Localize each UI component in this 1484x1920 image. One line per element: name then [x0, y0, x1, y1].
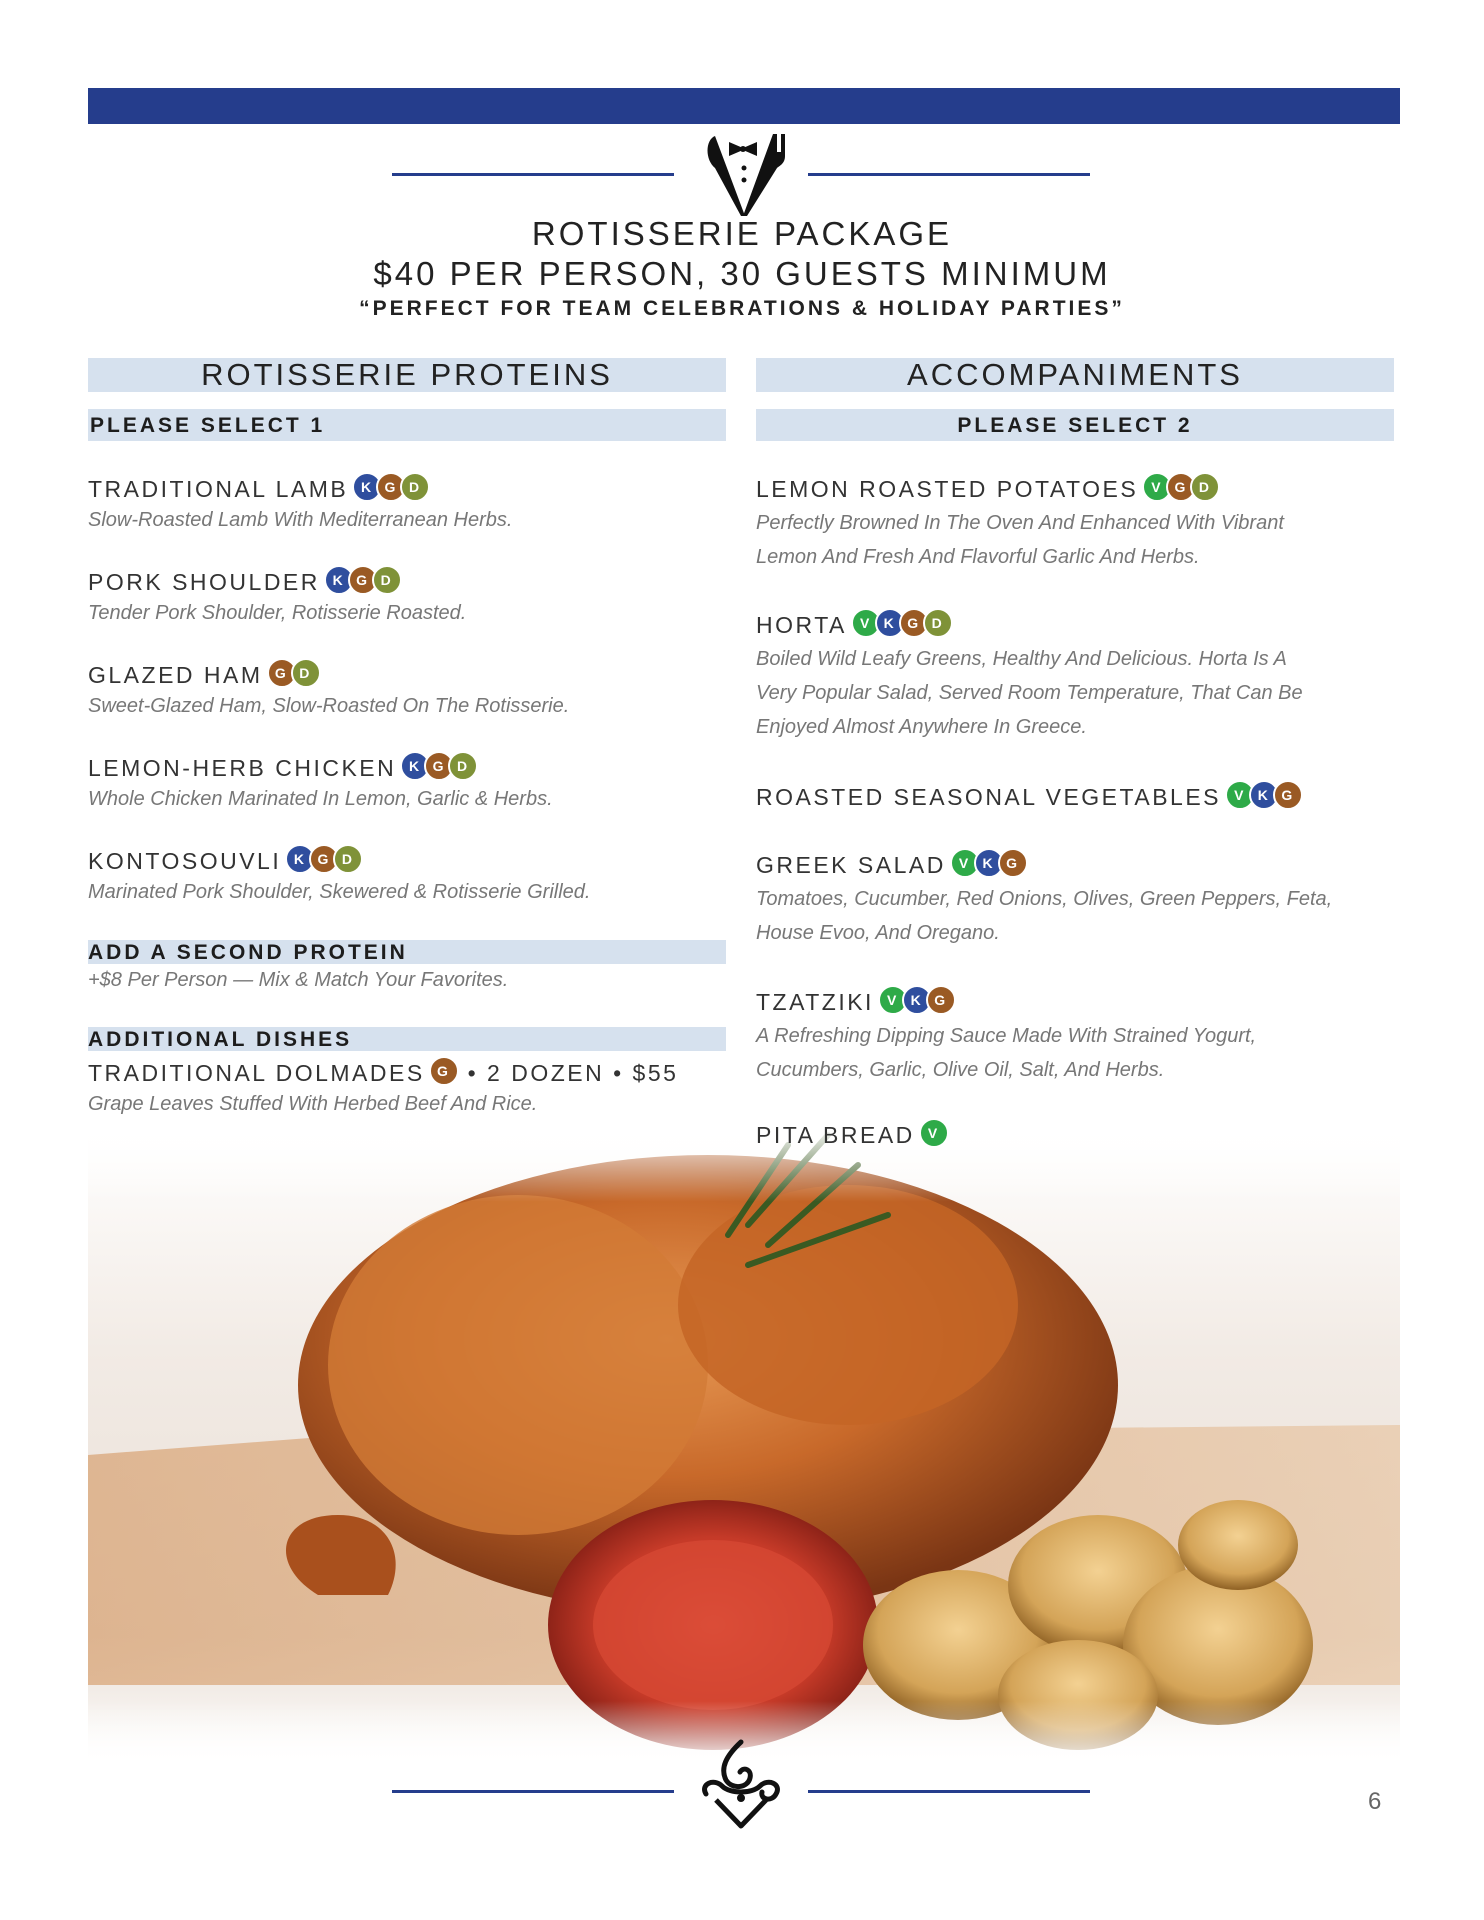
diet-badges: [400, 751, 478, 781]
menu-item-glazed-ham: [88, 660, 569, 720]
second-protein-desc: +$8 Per Person — Mix & Match Your Favorites.: [88, 969, 509, 991]
proteins-select: PLEASE SELECT 1: [88, 409, 726, 441]
menu-item-lemon-herb-chicken: [88, 753, 553, 813]
roast-chicken-photo: [88, 1125, 1400, 1765]
item-name: KONTOSOUVLI: [88, 848, 282, 874]
item-description-line: Very Popular Salad, Served Room Temperature, That Can Be: [756, 681, 1303, 704]
item-name: GLAZED HAM: [88, 662, 263, 688]
item-description-line: Perfectly Browned In The Oven And Enhanced With Vibrant: [756, 511, 1284, 534]
kosher-badge-icon: K: [875, 608, 905, 638]
gluten-badge-icon: G: [998, 848, 1028, 878]
dairy-badge-icon: D: [291, 658, 321, 688]
header-rule-left: [392, 173, 674, 176]
dairy-badge-icon: D: [923, 608, 953, 638]
diet-badges: [950, 848, 1028, 878]
dairy-badge-icon: D: [1190, 472, 1220, 502]
menu-item-pita-bread: [756, 1120, 949, 1152]
package-header: [0, 214, 1484, 324]
item-name: LEMON ROASTED POTATOES: [756, 476, 1139, 502]
item-description-line: Tomatoes, Cucumber, Red Onions, Olives, Green Peppers, Feta,: [756, 887, 1333, 910]
diet-badges: [429, 1056, 459, 1086]
menu-item-pork-shoulder: [88, 567, 466, 627]
diet-badges: [851, 608, 953, 638]
vegan-badge-icon: V: [878, 985, 908, 1015]
kosher-badge-icon: K: [352, 472, 382, 502]
item-price: • 2 DOZEN • $55: [467, 1060, 679, 1086]
diet-badges: [919, 1118, 949, 1148]
gluten-badge-icon: G: [309, 844, 339, 874]
vegan-badge-icon: V: [950, 848, 980, 878]
item-description-line: House Evoo, And Oregano.: [756, 921, 1000, 944]
second-protein-heading: ADD A SECOND PROTEIN: [88, 940, 726, 964]
header-rule-right: [808, 173, 1090, 176]
item-name: HORTA: [756, 612, 847, 638]
item-description-line: Boiled Wild Leafy Greens, Healthy And Delicious. Horta Is A: [756, 647, 1287, 670]
kosher-badge-icon: K: [400, 751, 430, 781]
gluten-badge-icon: G: [429, 1056, 459, 1086]
dairy-badge-icon: D: [400, 472, 430, 502]
menu-item-dolmades: [88, 1058, 678, 1118]
menu-item-tzatziki: [756, 987, 1396, 1087]
menu-item-traditional-lamb: [88, 474, 512, 534]
accompaniments-select: PLEASE SELECT 2: [756, 409, 1394, 441]
footer-rule-right: [808, 1790, 1090, 1793]
footer-rule-left: [392, 1790, 674, 1793]
greek-ornament-icon: [696, 1738, 786, 1830]
kosher-badge-icon: K: [902, 985, 932, 1015]
item-description: Tender Pork Shoulder, Rotisserie Roasted.: [88, 601, 467, 624]
menu-item-horta: [756, 610, 1396, 744]
item-description: Whole Chicken Marinated In Lemon, Garlic & Herbs.: [88, 787, 553, 810]
diet-badges: [267, 658, 321, 688]
tuxedo-cutlery-icon: [697, 130, 791, 220]
item-name: ROASTED SEASONAL VEGETABLES: [756, 784, 1222, 810]
kosher-badge-icon: K: [285, 844, 315, 874]
vegan-badge-icon: V: [1225, 780, 1255, 810]
item-name: PITA BREAD: [756, 1122, 915, 1148]
item-description-line: Lemon And Fresh And Flavorful Garlic And Herbs.: [756, 545, 1200, 568]
menu-item-lemon-roasted-potatoes: [756, 474, 1396, 574]
menu-item-roasted-seasonal-vegetables: [756, 782, 1396, 814]
kosher-badge-icon: K: [1249, 780, 1279, 810]
item-name: PORK SHOULDER: [88, 569, 320, 595]
menu-item-kontosouvli: [88, 846, 590, 906]
item-name: TZATZIKI: [756, 989, 874, 1015]
kosher-badge-icon: K: [974, 848, 1004, 878]
item-description: Marinated Pork Shoulder, Skewered & Rotisserie Grilled.: [88, 880, 591, 903]
gluten-badge-icon: G: [267, 658, 297, 688]
accompaniments-heading: ACCOMPANIMENTS: [756, 358, 1394, 392]
gluten-badge-icon: G: [1273, 780, 1303, 810]
vegan-badge-icon: V: [851, 608, 881, 638]
diet-badges: [1225, 780, 1303, 810]
package-tagline: “PERFECT FOR TEAM CELEBRATIONS & HOLIDAY PARTIES”: [359, 297, 1125, 320]
kosher-badge-icon: K: [324, 565, 354, 595]
gluten-badge-icon: G: [1166, 472, 1196, 502]
item-description: Grape Leaves Stuffed With Herbed Beef And Rice.: [88, 1092, 538, 1115]
item-description: Sweet-Glazed Ham, Slow-Roasted On The Rotisserie.: [88, 694, 570, 717]
top-color-bar: [88, 88, 1400, 124]
proteins-heading: ROTISSERIE PROTEINS: [88, 358, 726, 392]
gluten-badge-icon: G: [348, 565, 378, 595]
menu-item-greek-salad: [756, 850, 1396, 950]
dairy-badge-icon: D: [448, 751, 478, 781]
page-number: 6: [1368, 1788, 1382, 1815]
item-description-line: A Refreshing Dipping Sauce Made With Strained Yogurt,: [756, 1024, 1257, 1047]
item-name: LEMON-HERB CHICKEN: [88, 755, 397, 781]
dairy-badge-icon: D: [372, 565, 402, 595]
diet-badges: [324, 565, 402, 595]
item-name: TRADITIONAL DOLMADES: [88, 1060, 425, 1086]
item-description-line: Cucumbers, Garlic, Olive Oil, Salt, And Herbs.: [756, 1058, 1165, 1081]
dairy-badge-icon: D: [333, 844, 363, 874]
item-name: TRADITIONAL LAMB: [88, 476, 349, 502]
vegan-badge-icon: V: [1142, 472, 1172, 502]
additional-dishes-heading: ADDITIONAL DISHES: [88, 1027, 726, 1051]
vegan-badge-icon: V: [919, 1118, 949, 1148]
diet-badges: [352, 472, 430, 502]
package-title: ROTISSERIE PACKAGE: [531, 215, 953, 252]
item-name: GREEK SALAD: [756, 852, 946, 878]
item-description: Slow-Roasted Lamb With Mediterranean Herbs.: [88, 508, 513, 531]
diet-badges: [285, 844, 363, 874]
gluten-badge-icon: G: [899, 608, 929, 638]
package-price: $40 PER PERSON, 30 GUESTS MINIMUM: [373, 255, 1111, 292]
gluten-badge-icon: G: [376, 472, 406, 502]
diet-badges: [1142, 472, 1220, 502]
diet-badges: [878, 985, 956, 1015]
item-description-line: Enjoyed Almost Anywhere In Greece.: [756, 715, 1087, 738]
gluten-badge-icon: G: [424, 751, 454, 781]
gluten-badge-icon: G: [926, 985, 956, 1015]
